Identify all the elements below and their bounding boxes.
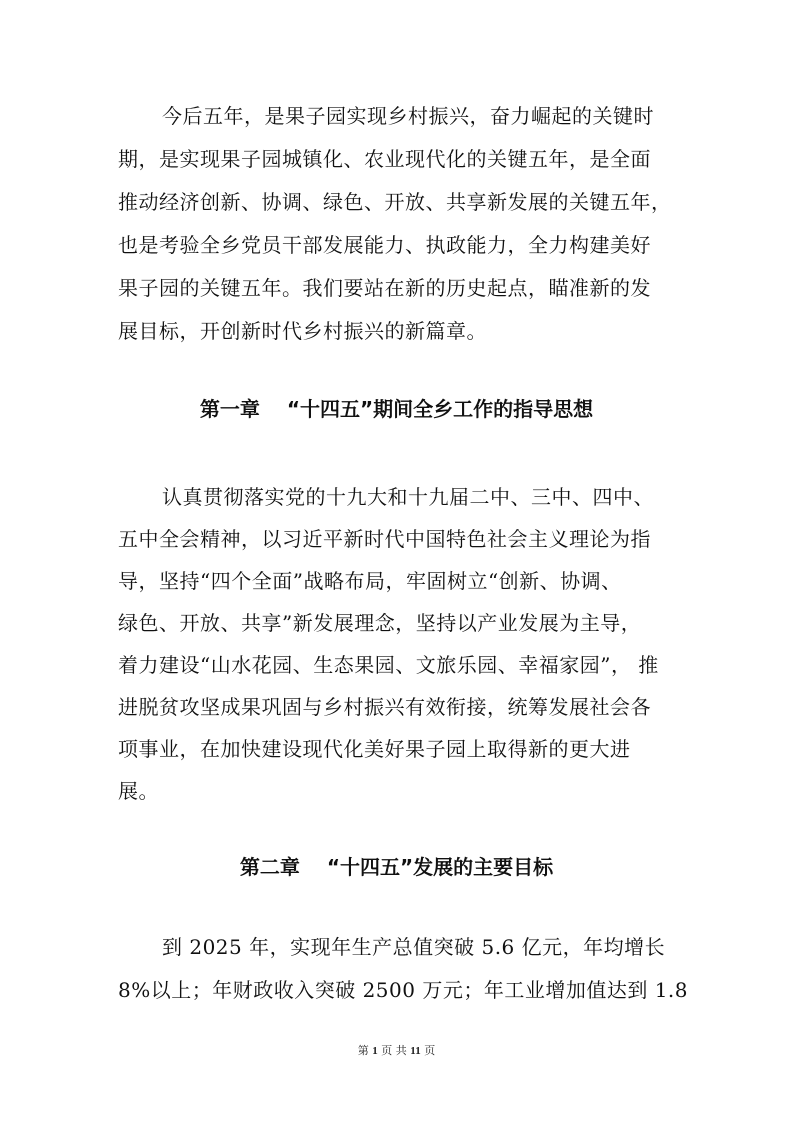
paragraph-line: 着力建设“山水花园、生态果园、文旅乐园、幸福家园”， 推	[118, 653, 659, 677]
page-footer	[0, 1044, 793, 1058]
chapter-1-heading: 第一章 “十四五”期间全乡工作的指导思想	[199, 397, 594, 421]
paragraph-line: 项事业，在加快建设现代化美好果子园上取得新的更大进	[118, 737, 631, 761]
footer-middle: 页 共	[381, 1044, 407, 1057]
paragraph-line: 进脱贫攻坚成果巩固与乡村振兴有效衔接，统筹发展社会各	[118, 695, 651, 719]
paragraph-line: 果子园的关键五年。我们要站在新的历史起点，瞄准新的发	[118, 276, 651, 300]
chapter-2-heading: 第二章 “十四五”发展的主要目标	[239, 855, 554, 879]
paragraph-line: 导，坚持“四个全面”战略布局，牢固树立“创新、协调、	[118, 569, 622, 593]
paragraph-line: 展。	[118, 779, 159, 803]
paragraph-line: 展目标，开创新时代乡村振兴的新篇章。	[118, 319, 487, 343]
paragraph-line: 也是考验全乡党员干部发展能力、执政能力，全力构建美好	[118, 233, 651, 257]
total-pages-number: 11	[410, 1045, 421, 1057]
footer-suffix: 页	[424, 1044, 436, 1057]
paragraph-line: 绿色、开放、共享”新发展理念，坚持以产业发展为主导，	[118, 611, 642, 635]
footer-prefix: 第	[357, 1044, 369, 1057]
current-page-number: 1	[372, 1045, 378, 1057]
paragraph-line: 到 2025 年，实现年生产总值突破 5.6 亿元，年均增长	[162, 935, 666, 959]
paragraph-line: 认真贯彻落实党的十九大和十九届二中、三中、四中、	[162, 485, 654, 509]
paragraph-line: 推动经济创新、协调、绿色、开放、共享新发展的关键五年，	[118, 190, 672, 214]
paragraph-line: 五中全会精神，以习近平新时代中国特色社会主义理论为指	[118, 527, 651, 551]
paragraph-line: 期，是实现果子园城镇化、农业现代化的关键五年，是全面	[118, 147, 651, 171]
paragraph-line: 今后五年，是果子园实现乡村振兴，奋力崛起的关键时	[162, 104, 654, 128]
paragraph-line: 8%以上；年财政收入突破 2500 万元；年工业增加值达到 1.8	[118, 978, 689, 1002]
